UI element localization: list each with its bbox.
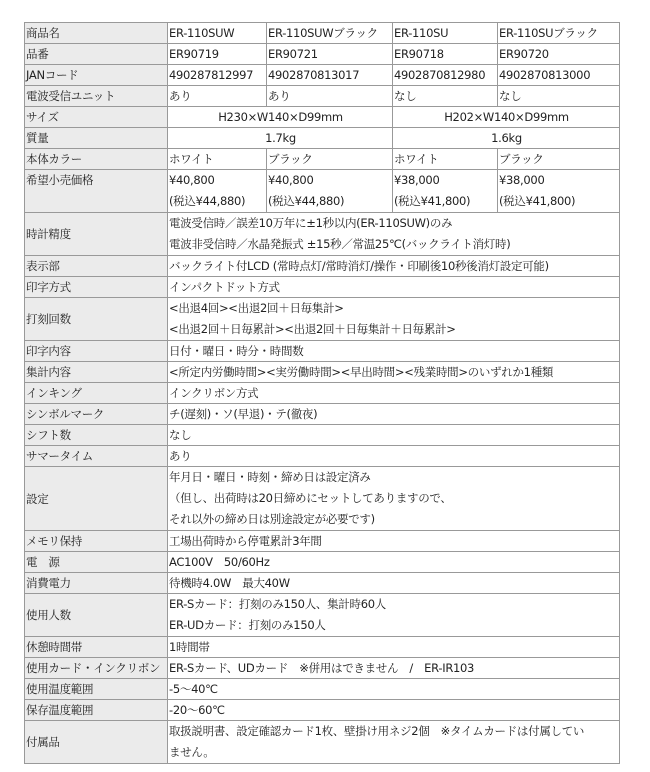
value-line: 取扱説明書、設定確認カード1枚、壁掛け用ネジ2個 ※タイムカードは付属してい bbox=[169, 724, 585, 738]
model-cell: ER-110SUW bbox=[168, 23, 267, 44]
color-cell: ブラック bbox=[498, 149, 620, 170]
row-value bbox=[168, 298, 620, 341]
price-base: ¥38,000 bbox=[499, 173, 545, 187]
row-value bbox=[168, 658, 620, 679]
row-label: 付属品 bbox=[25, 721, 168, 764]
value-line: <出退4回><出退2回＋日毎集計> bbox=[169, 301, 344, 315]
row-value bbox=[168, 594, 620, 637]
price-tax: (税込¥41,800) bbox=[394, 194, 471, 208]
part-number-cell: ER90720 bbox=[498, 44, 620, 65]
value-line: 電波非受信時／水晶発振式 ±15秒／常温25℃(バックライト消灯時) bbox=[169, 237, 511, 251]
row-label: 電 源 bbox=[25, 552, 168, 573]
row-label: 質量 bbox=[25, 128, 168, 149]
part-number-cell: ER90721 bbox=[267, 44, 393, 65]
row-label: サマータイム bbox=[25, 446, 168, 467]
row-label: 電波受信ユニット bbox=[25, 86, 168, 107]
row-label: シフト数 bbox=[25, 425, 168, 446]
price-base: ¥40,800 bbox=[268, 173, 314, 187]
row-value bbox=[168, 531, 620, 552]
value-line: ER-Sカード、UDカード ※併用はできません / ER-IR103 bbox=[169, 661, 475, 675]
table-row bbox=[25, 467, 620, 531]
price-tax: (税込¥44,880) bbox=[268, 194, 345, 208]
table-row bbox=[25, 531, 620, 552]
table-row bbox=[25, 341, 620, 362]
table-row bbox=[25, 404, 620, 425]
value-line: それ以外の締め日は別途設定が必要です) bbox=[169, 512, 375, 526]
value-line: バックライト付LCD (常時点灯/常時消灯/操作・印刷後10秒後消灯設定可能) bbox=[169, 259, 549, 273]
row-label: 消費電力 bbox=[25, 573, 168, 594]
table-row-jan-code bbox=[25, 65, 620, 86]
row-label: 打刻回数 bbox=[25, 298, 168, 341]
row-label: サイズ bbox=[25, 107, 168, 128]
row-label: 印字内容 bbox=[25, 341, 168, 362]
row-label: 保存温度範囲 bbox=[25, 700, 168, 721]
price-cell bbox=[393, 170, 498, 213]
price-tax: (税込¥44,880) bbox=[169, 194, 246, 208]
table-row bbox=[25, 573, 620, 594]
value-line: <所定内労働時間><実労働時間><早出時間><残業時間>のいずれか1種類 bbox=[169, 365, 554, 379]
model-cell: ER-110SUブラック bbox=[498, 23, 620, 44]
table-row bbox=[25, 213, 620, 256]
row-value bbox=[168, 404, 620, 425]
table-row-weight bbox=[25, 128, 620, 149]
row-value bbox=[168, 467, 620, 531]
value-line: ER-UDカード：打刻のみ150人 bbox=[169, 618, 326, 632]
row-label: 商品名 bbox=[25, 23, 168, 44]
table-row-size bbox=[25, 107, 620, 128]
row-value bbox=[168, 425, 620, 446]
row-label: 使用人数 bbox=[25, 594, 168, 637]
row-label: 休憩時間帯 bbox=[25, 637, 168, 658]
price-cell bbox=[168, 170, 267, 213]
value-line: <出退2回＋日毎累計><出退2回＋日毎集計＋日毎累計> bbox=[169, 322, 456, 336]
row-value bbox=[168, 446, 620, 467]
table-row bbox=[25, 425, 620, 446]
row-value bbox=[168, 552, 620, 573]
row-label: シンボルマーク bbox=[25, 404, 168, 425]
table-row bbox=[25, 700, 620, 721]
part-number-cell: ER90718 bbox=[393, 44, 498, 65]
value-line: AC100V 50/60Hz bbox=[169, 555, 270, 569]
value-line: 工場出荷時から停電累計3年間 bbox=[169, 534, 322, 548]
row-label: インキング bbox=[25, 383, 168, 404]
row-label: 設定 bbox=[25, 467, 168, 531]
row-label: 集計内容 bbox=[25, 362, 168, 383]
table-row bbox=[25, 594, 620, 637]
radio-unit-cell: なし bbox=[498, 86, 620, 107]
row-value bbox=[168, 637, 620, 658]
model-cell: ER-110SUWブラック bbox=[267, 23, 393, 44]
value-line: 待機時4.0W 最大40W bbox=[169, 576, 290, 590]
table-row-part-number bbox=[25, 44, 620, 65]
row-label: 本体カラー bbox=[25, 149, 168, 170]
jan-code-cell: 4902870812980 bbox=[393, 65, 498, 86]
row-value bbox=[168, 721, 620, 764]
row-value bbox=[168, 362, 620, 383]
row-value bbox=[168, 256, 620, 277]
price-tax: (税込¥41,800) bbox=[499, 194, 576, 208]
row-label: JANコード bbox=[25, 65, 168, 86]
price-cell bbox=[267, 170, 393, 213]
value-line: なし bbox=[169, 428, 192, 442]
jan-code-cell: 4902870813000 bbox=[498, 65, 620, 86]
table-row bbox=[25, 552, 620, 573]
weight-cell: 1.6kg bbox=[393, 128, 620, 149]
price-base: ¥40,800 bbox=[169, 173, 215, 187]
row-value bbox=[168, 383, 620, 404]
weight-cell: 1.7kg bbox=[168, 128, 393, 149]
row-value bbox=[168, 679, 620, 700]
spec-rows bbox=[25, 213, 620, 764]
row-value bbox=[168, 700, 620, 721]
table-row bbox=[25, 658, 620, 679]
table-row bbox=[25, 383, 620, 404]
table-row-price bbox=[25, 170, 620, 213]
value-line: ER-Sカード：打刻のみ150人、集計時60人 bbox=[169, 597, 386, 611]
table-row-model-name bbox=[25, 23, 620, 44]
row-label: 使用カード・インクリボン bbox=[25, 658, 168, 679]
value-line: ません。 bbox=[169, 745, 215, 759]
row-value bbox=[168, 341, 620, 362]
table-row bbox=[25, 637, 620, 658]
table-row bbox=[25, 362, 620, 383]
row-label: 品番 bbox=[25, 44, 168, 65]
value-line: あり bbox=[169, 449, 192, 463]
row-label: 使用温度範囲 bbox=[25, 679, 168, 700]
value-line: 1時間帯 bbox=[169, 640, 210, 654]
row-value bbox=[168, 573, 620, 594]
value-line: チ(遅刻)・ソ(早退)・テ(徹夜) bbox=[169, 407, 318, 421]
row-label: 時計精度 bbox=[25, 213, 168, 256]
color-cell: ブラック bbox=[267, 149, 393, 170]
color-cell: ホワイト bbox=[168, 149, 267, 170]
color-cell: ホワイト bbox=[393, 149, 498, 170]
table-row-color bbox=[25, 149, 620, 170]
table-row bbox=[25, 298, 620, 341]
row-label: 印字方式 bbox=[25, 277, 168, 298]
jan-code-cell: 4902870813017 bbox=[267, 65, 393, 86]
table-row-radio-unit bbox=[25, 86, 620, 107]
size-cell: H202×W140×D99mm bbox=[393, 107, 620, 128]
row-label: 表示部 bbox=[25, 256, 168, 277]
jan-code-cell: 490287812997 bbox=[168, 65, 267, 86]
radio-unit-cell: あり bbox=[267, 86, 393, 107]
value-line: 日付・曜日・時分・時間数 bbox=[169, 344, 304, 358]
spec-table bbox=[24, 22, 620, 764]
price-base: ¥38,000 bbox=[394, 173, 440, 187]
table-row bbox=[25, 721, 620, 764]
value-line: 年月日・曜日・時刻・締め日は設定済み bbox=[169, 470, 371, 484]
value-line: インクリボン方式 bbox=[169, 386, 259, 400]
model-cell: ER-110SU bbox=[393, 23, 498, 44]
table-row bbox=[25, 256, 620, 277]
value-line: -20〜60℃ bbox=[169, 703, 225, 717]
part-number-cell: ER90719 bbox=[168, 44, 267, 65]
price-cell bbox=[498, 170, 620, 213]
radio-unit-cell: あり bbox=[168, 86, 267, 107]
value-line: -5〜40℃ bbox=[169, 682, 218, 696]
row-value bbox=[168, 277, 620, 298]
table-row bbox=[25, 679, 620, 700]
table-row bbox=[25, 446, 620, 467]
table-row bbox=[25, 277, 620, 298]
value-line: インパクトドット方式 bbox=[169, 280, 280, 294]
row-value bbox=[168, 213, 620, 256]
radio-unit-cell: なし bbox=[393, 86, 498, 107]
value-line: 電波受信時／誤差10万年に±1秒以内(ER-110SUW)のみ bbox=[169, 216, 453, 230]
value-line: （但し、出荷時は20日締めにセットしてありますので、 bbox=[169, 491, 452, 505]
row-label: メモリ保持 bbox=[25, 531, 168, 552]
row-label: 希望小売価格 bbox=[25, 170, 168, 213]
size-cell: H230×W140×D99mm bbox=[168, 107, 393, 128]
